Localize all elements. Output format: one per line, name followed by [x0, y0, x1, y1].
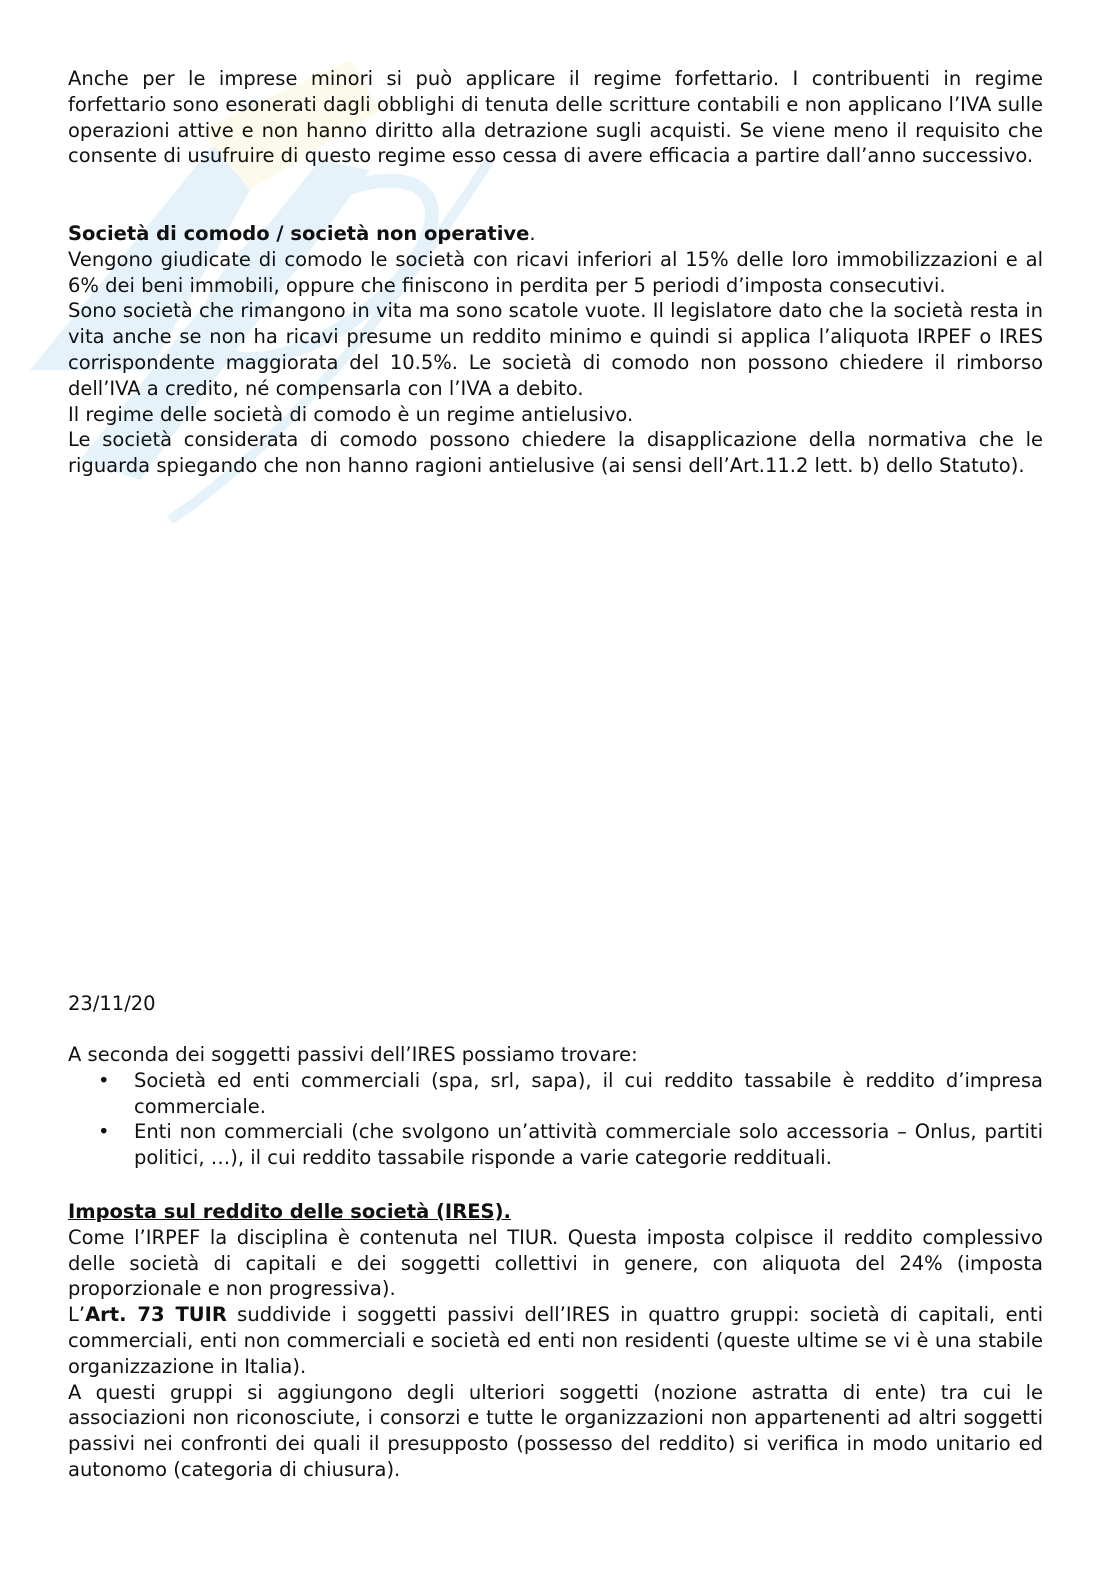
heading-ires: Imposta sul reddito delle società (IRES). [68, 1200, 511, 1223]
paragraph-soggetti-intro: A seconda dei soggetti passivi dell’IRES possiamo trovare: [68, 1043, 638, 1066]
heading-text: Società di comodo / società non operative [68, 222, 530, 245]
date-line [68, 991, 1043, 1017]
paragraph-comodo-disapplicazione: Le società considerata di comodo possono chiedere la disapplicazione della normativa che le riguarda spiegando che non hanno ragioni antielusive (ai sensi dell’Art.11.2 lett. b) dello Statuto). [68, 428, 1043, 478]
art-73-text: suddivide i soggetti passivi dell’IRES in quattro gruppi: società di capitali, enti commerciali, enti non commerciali e società ed enti non residenti (queste ultime se vi è una stabile organizzazione in Italia). [68, 1303, 1043, 1378]
art-73-reference: Art. 73 TUIR [85, 1303, 227, 1327]
art-73-prefix: L’ [68, 1303, 86, 1327]
list-item [68, 1068, 1043, 1120]
bullet-icon: • [98, 1068, 110, 1092]
list-item [68, 1119, 1043, 1171]
paragraph-comodo-scatole-vuote: Sono società che rimangono in vita ma sono scatole vuote. Il legislatore dato che la società resta in vita anche se non ha ricavi presume un reddito minimo e quindi si applica l’aliquota IRPEF o IRES corrispondente maggiorata del 10.5%. Le società di comodo non possono chiedere il rimborso dell’IVA a credito, né compensarla con l’IVA a debito. [68, 299, 1043, 400]
paragraph-art-73 [68, 1302, 1043, 1379]
section-ires [68, 1199, 1043, 1483]
bullet-list [68, 1068, 1043, 1171]
bullet-icon: • [98, 1120, 110, 1144]
heading-societa-di-comodo [68, 221, 1043, 247]
paragraph-comodo-antielusivo: Il regime delle società di comodo è un regime antielusivo. [68, 402, 634, 426]
paragraph-ulteriori-soggetti: A questi gruppi si aggiungono degli ulteriori soggetti (nozione astratta di ente) tra cui le associazioni non riconosciute, i consorzi e tutte le organizzazioni non appartenenti ad altri soggetti passivi nei confronti dei quali il presupposto (possesso del reddito) si verifica in modo unitario ed autonomo (categoria di chiusura). [68, 1380, 1043, 1481]
section-societa-di-comodo [68, 221, 1043, 479]
list-item-text: Società ed enti commerciali (spa, srl, sapa), il cui reddito tassabile è reddito d’impresa commerciale. [134, 1068, 1043, 1118]
paragraph-comodo-definition: Vengono giudicate di comodo le società con ricavi inferiori al 15% delle loro immobilizzazioni e al 6% dei beni immobili, oppure che finiscono in perdita per 5 periodi d’imposta consecutivi. [68, 247, 1043, 297]
lecture-date: 23/11/20 [68, 992, 156, 1015]
section-regime-forfettario [68, 66, 1043, 169]
section-soggetti-passivi [68, 1042, 1043, 1171]
paragraph-ires-definition: Come l’IRPEF la disciplina è contenuta nel TIUR. Questa imposta colpisce il reddito complessivo delle società di capitali e dei soggetti collettivi in genere, con aliquota del 24% (imposta proporzionale e non progressiva). [68, 1225, 1043, 1301]
list-item-text: Enti non commerciali (che svolgono un’attività commerciale solo accessoria – Onlus, partiti politici, …), il cui reddito tassabile risponde a varie categorie reddituali. [134, 1120, 1043, 1170]
paragraph-regime-forfettario: Anche per le imprese minori si può applicare il regime forfettario. I contribuenti in regime forfettario sono esonerati dagli obblighi di tenuta delle scritture contabili e non applicano l’IVA sulle operazioni attive e non hanno diritto alla detrazione sugli acquisti. Se viene meno il requisito che consente di usufruire di questo regime esso cessa di avere efficacia a partire dall’anno successivo. [68, 67, 1043, 168]
heading-suffix: . [529, 222, 536, 245]
